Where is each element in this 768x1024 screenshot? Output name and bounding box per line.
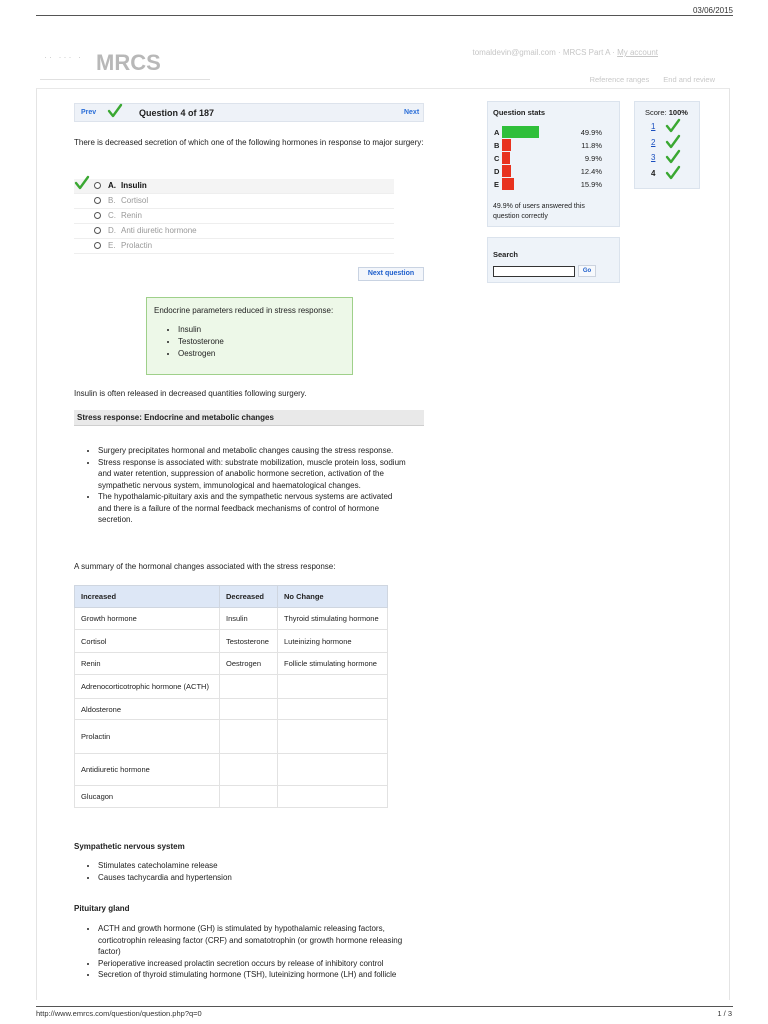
stat-letter: B <box>494 141 500 150</box>
option-label: Prolactin <box>121 241 153 250</box>
table-cell <box>278 720 388 754</box>
search-go-button[interactable]: Go <box>578 265 596 277</box>
question-nav <box>74 103 424 122</box>
stat-bar <box>502 139 511 151</box>
table-cell: Oestrogen <box>220 653 278 675</box>
my-account-link[interactable]: My account <box>617 48 658 57</box>
table-row <box>75 720 388 754</box>
option-d[interactable] <box>74 224 394 239</box>
print-header <box>36 0 733 16</box>
site-header <box>40 40 730 92</box>
bullet-item: • Surgery precipitates hormonal and metabolic changes causing the stress response. <box>98 445 406 457</box>
table-cell: Thyroid stimulating hormone <box>278 608 388 630</box>
stat-percent: 15.9% <box>580 180 602 189</box>
score-question-link[interactable]: 2 <box>651 138 656 147</box>
site-logo[interactable] <box>40 46 210 76</box>
question-number: Question 4 of 187 <box>139 108 215 118</box>
table-cell: Glucagon <box>75 786 220 808</box>
list-item: • Perioperative increased prolactin secretion occurs by release of inhibitory control <box>98 958 416 970</box>
col-decreased: Decreased <box>220 586 278 608</box>
option-c[interactable] <box>74 209 394 224</box>
stats-note: 49.9% of users answered this question correctly <box>493 203 585 220</box>
table-cell: Insulin <box>220 608 278 630</box>
score-panel <box>634 101 700 189</box>
table-row <box>75 653 388 675</box>
question-stats-panel <box>487 101 620 227</box>
option-label: Anti diuretic hormone <box>121 226 197 235</box>
table-cell <box>220 720 278 754</box>
table-row <box>75 754 388 786</box>
option-e[interactable] <box>74 239 394 254</box>
section-title: Stress response: Endocrine and metabolic changes <box>74 410 424 426</box>
table-cell <box>278 786 388 808</box>
table-header-row <box>75 586 388 608</box>
hormone-table <box>74 585 388 808</box>
table-row <box>75 675 388 699</box>
option-radio[interactable] <box>94 227 101 234</box>
table-cell: Luteinizing hormone <box>278 630 388 653</box>
sympathetic-list <box>86 860 416 883</box>
print-date: 03/06/2015 <box>692 6 733 15</box>
stat-row <box>494 165 616 177</box>
stat-letter: D <box>494 167 500 176</box>
score-current-question: 4 <box>651 169 656 178</box>
stat-bar <box>502 152 510 164</box>
option-radio[interactable] <box>94 182 101 189</box>
check-icon <box>665 165 681 183</box>
score-item[interactable] <box>651 120 691 134</box>
score-question-link[interactable]: 1 <box>651 122 656 131</box>
account-text: tomaldevin@gmail.com · MRCS Part A · <box>472 48 618 57</box>
logo-dots-icon: ·· ··· · <box>44 52 83 62</box>
print-page-number: 1 / 3 <box>717 1009 732 1018</box>
list-item: • Causes tachycardia and hypertension <box>98 872 416 884</box>
option-letter: B. <box>108 196 116 205</box>
table-cell <box>278 699 388 720</box>
table-cell <box>278 754 388 786</box>
print-url: http://www.emrcs.com/question/question.php?q=0 <box>36 1009 202 1018</box>
bullet-item: • The hypothalamic-pituitary axis and the sympathetic nervous systems are activated and there is a failure of the normal feedback mechanisms of control of hormone secretion. <box>98 491 406 526</box>
table-cell <box>220 699 278 720</box>
logo-underline <box>40 79 210 80</box>
option-radio[interactable] <box>94 242 101 249</box>
stat-bar <box>502 165 511 177</box>
pituitary-list <box>86 923 416 981</box>
stat-percent: 49.9% <box>580 128 602 137</box>
score-title <box>645 108 688 117</box>
key-point-item: • Insulin <box>178 324 345 336</box>
option-radio[interactable] <box>94 197 101 204</box>
table-cell: Follicle stimulating hormone <box>278 653 388 675</box>
table-row <box>75 786 388 808</box>
bullet-item: • Stress response is associated with: substrate mobilization, muscle protein loss, sodium and water retention, suppression of anabolic hormone secretion, activation of the sympathetic nervous system, immunological and haematological changes. <box>98 457 406 492</box>
stat-row <box>494 178 616 190</box>
stat-bar <box>502 126 539 138</box>
stat-letter: C <box>494 154 500 163</box>
stat-letter: E <box>494 180 500 189</box>
table-cell: Renin <box>75 653 220 675</box>
score-item[interactable] <box>651 136 691 150</box>
explanation-intro: Insulin is often released in decreased quantities following surgery. <box>74 389 307 398</box>
score-item[interactable] <box>651 151 691 165</box>
option-letter: C. <box>108 211 116 220</box>
key-point-list <box>154 324 345 360</box>
stat-percent: 9.9% <box>584 154 602 163</box>
list-item: • Stimulates catecholamine release <box>98 860 416 872</box>
key-point-title: Endocrine parameters reduced in stress response: <box>154 306 334 315</box>
table-cell: Antidiuretic hormone <box>75 754 220 786</box>
stat-letter: A <box>494 128 500 137</box>
table-cell <box>220 754 278 786</box>
correct-answer-check-icon <box>74 175 90 193</box>
option-b[interactable] <box>74 194 394 209</box>
pituitary-heading: Pituitary gland <box>74 904 130 913</box>
col-increased: Increased <box>75 586 220 608</box>
option-a[interactable] <box>74 179 394 194</box>
answer-options <box>74 179 394 254</box>
table-cell: Aldosterone <box>75 699 220 720</box>
next-question-button[interactable]: Next question <box>358 267 424 281</box>
table-cell: Prolactin <box>75 720 220 754</box>
logo-text: MRCS <box>96 50 161 75</box>
option-label: Insulin <box>121 181 147 190</box>
table-cell <box>278 675 388 699</box>
key-point-box <box>146 297 353 375</box>
option-label: Cortisol <box>121 196 149 205</box>
account-info <box>472 48 658 57</box>
table-row <box>75 699 388 720</box>
option-letter: A. <box>108 181 116 190</box>
explanation-bullets <box>86 445 406 526</box>
option-letter: E. <box>108 241 116 250</box>
score-label: Score: <box>645 108 669 117</box>
stat-row <box>494 152 616 164</box>
stat-percent: 12.4% <box>580 167 602 176</box>
table-cell: Adrenocorticotrophic hormone (ACTH) <box>75 675 220 699</box>
option-label: Renin <box>121 211 142 220</box>
table-cell: Cortisol <box>75 630 220 653</box>
search-panel <box>487 237 620 283</box>
col-no-change: No Change <box>278 586 388 608</box>
sympathetic-heading: Sympathetic nervous system <box>74 842 185 851</box>
correct-check-icon <box>107 103 123 121</box>
list-item: • Secretion of thyroid stimulating hormone (TSH), luteinizing hormone (LH) and follicle <box>98 969 416 981</box>
table-cell: Growth hormone <box>75 608 220 630</box>
score-question-link[interactable]: 3 <box>651 153 656 162</box>
reference-ranges-link[interactable]: Reference ranges <box>589 75 650 84</box>
summary-line: A summary of the hormonal changes associated with the stress response: <box>74 562 336 571</box>
search-title: Search <box>493 250 519 259</box>
prev-button[interactable]: Prev <box>81 109 97 116</box>
header-links <box>578 75 715 84</box>
search-input[interactable] <box>493 266 575 277</box>
print-footer-divider <box>36 1006 733 1007</box>
table-row <box>75 630 388 653</box>
table-cell <box>220 675 278 699</box>
option-letter: D. <box>108 226 116 235</box>
key-point-item: • Oestrogen <box>178 348 345 360</box>
score-item <box>651 167 691 181</box>
stat-row <box>494 139 616 151</box>
table-row <box>75 608 388 630</box>
stat-bar <box>502 178 514 190</box>
table-cell: Testosterone <box>220 630 278 653</box>
end-and-review-link[interactable]: End and review <box>663 75 715 84</box>
question-text: There is decreased secretion of which one of the following hormones in response to major surgery: <box>74 138 424 147</box>
score-value: 100% <box>668 108 688 117</box>
next-button[interactable]: Next <box>404 109 420 116</box>
stats-title: Question stats <box>493 108 546 117</box>
key-point-item: • Testosterone <box>178 336 345 348</box>
stat-row <box>494 126 616 138</box>
table-cell <box>220 786 278 808</box>
list-item: • ACTH and growth hormone (GH) is stimulated by hypothalamic releasing factors, corticotrophin releasing factor (CRF) and somatotrophin (or growth hormone releasing factor) <box>98 923 416 958</box>
option-radio[interactable] <box>94 212 101 219</box>
stat-percent: 11.8% <box>581 141 602 150</box>
